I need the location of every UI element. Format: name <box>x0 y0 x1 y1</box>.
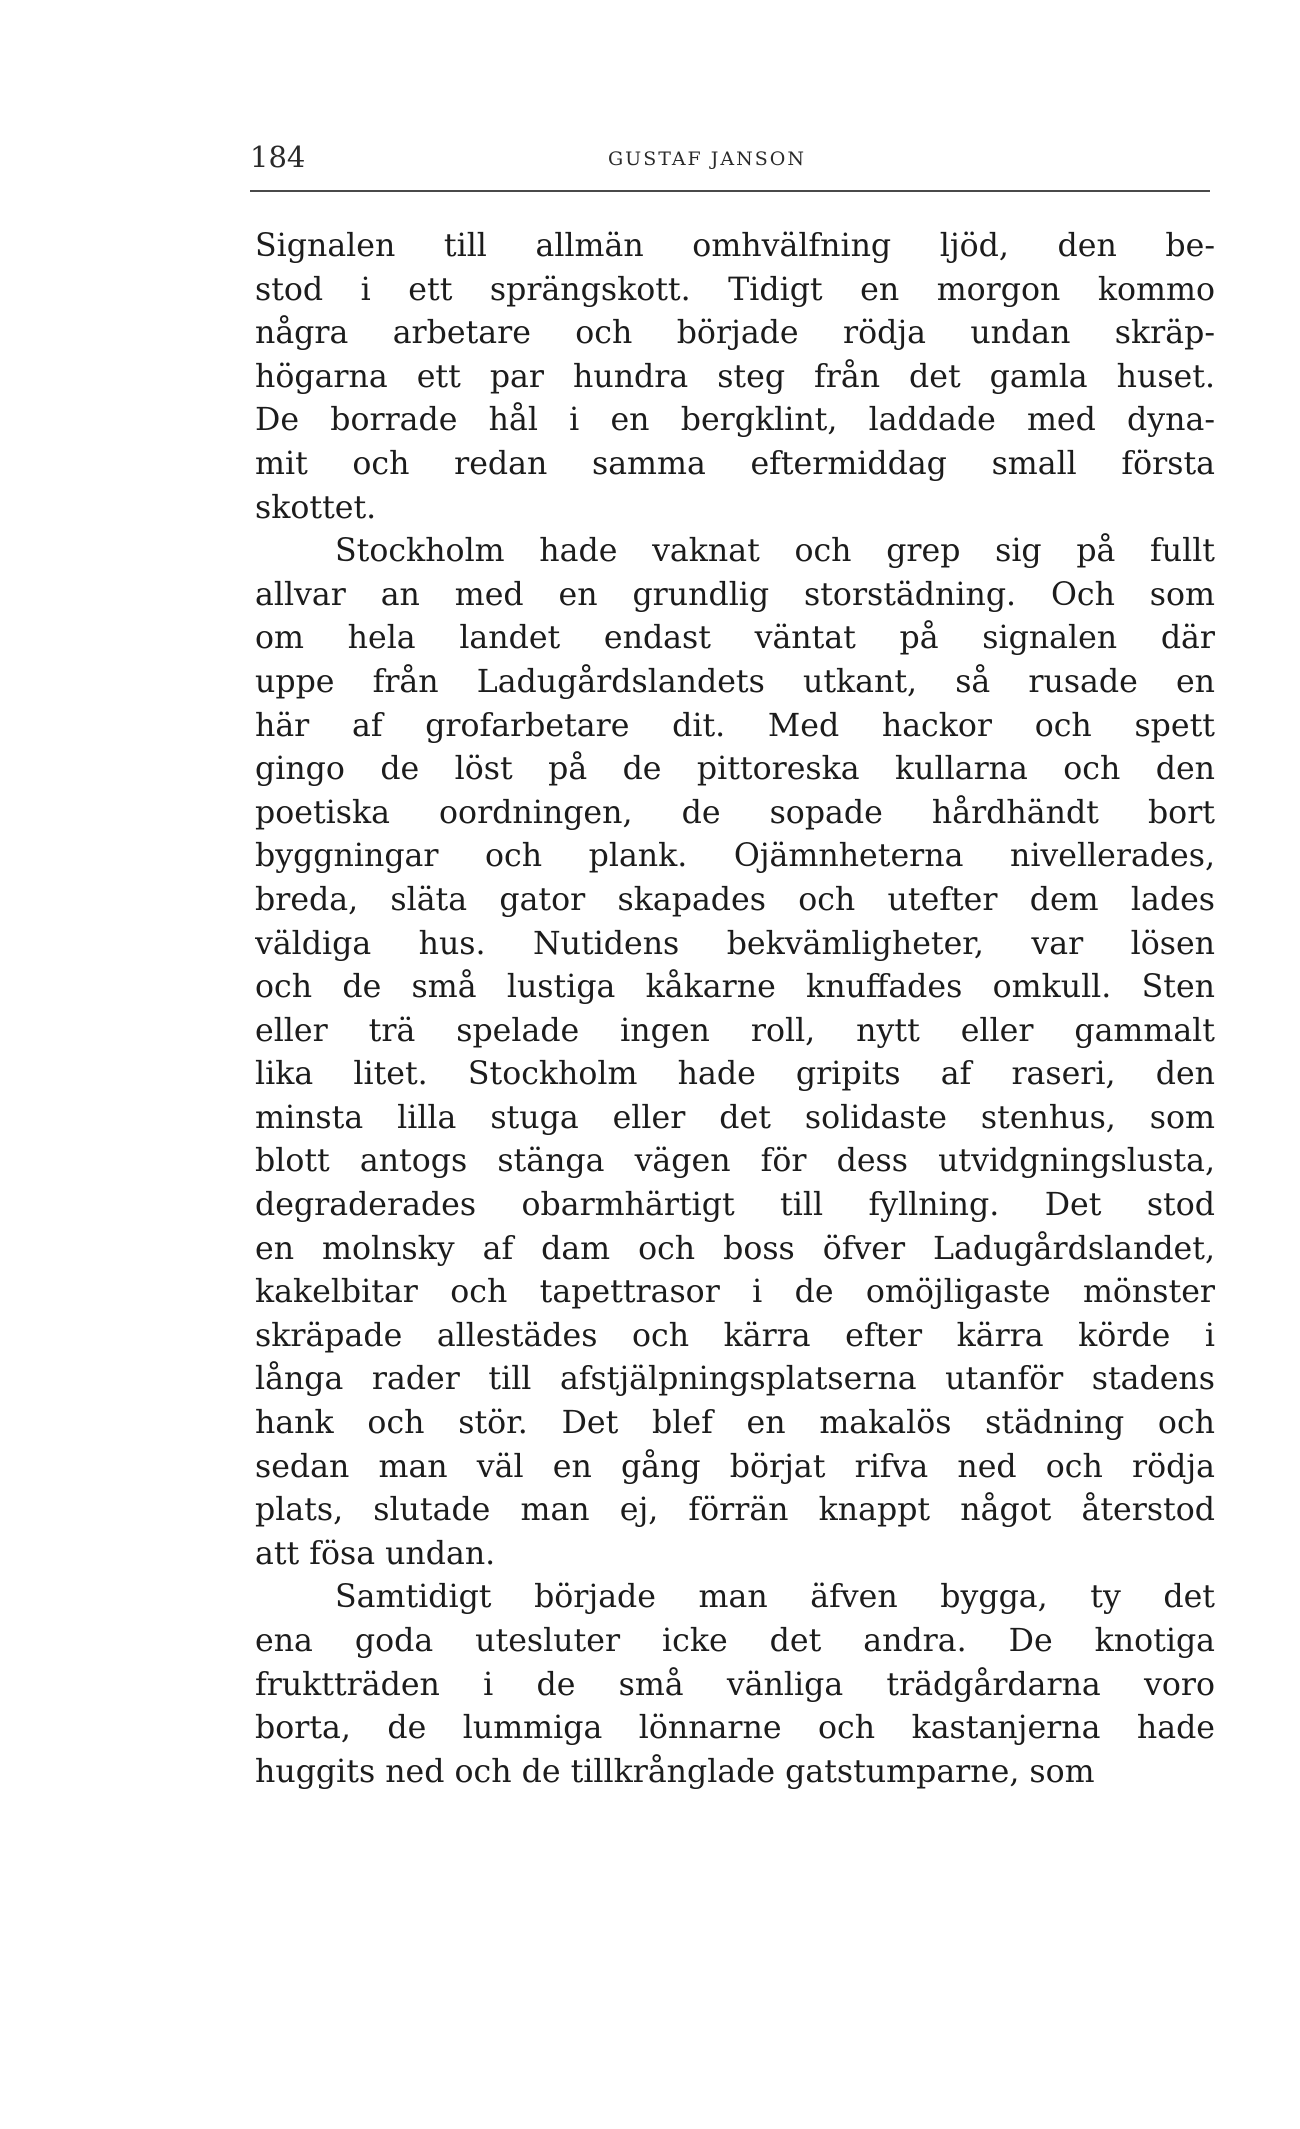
text-line: lika litet. Stockholm hade gripits af raseri, den <box>255 1056 1215 1093</box>
paragraph <box>255 530 1215 1576</box>
text-line: några arbetare och började rödja undan skräp- <box>255 315 1215 352</box>
text-line: kakelbitar och tapettrasor i de omöjligaste mönster <box>255 1274 1215 1311</box>
text-line: De borrade hål i en bergklint, laddade med dyna- <box>255 402 1215 439</box>
header-rule <box>250 190 1210 192</box>
paragraph <box>255 225 1215 530</box>
text-line: och de små lustiga kåkarne knuffades omkull. Sten <box>255 969 1215 1006</box>
text-line: uppe från Ladugårdslandets utkant, så rusade en <box>255 663 1215 700</box>
text-line: borta, de lummiga lönnarne och kastanjerna hade <box>255 1710 1215 1747</box>
paragraph <box>255 1576 1215 1794</box>
text-line: degraderades obarmhärtigt till fyllning. Det stod <box>255 1187 1215 1224</box>
text-line: om hela landet endast väntat på signalen där <box>255 620 1215 657</box>
text-line: allvar an med en grundlig storstädning. Och som <box>255 576 1215 613</box>
text-line: eller trä spelade ingen roll, nytt eller gammalt <box>255 1012 1215 1049</box>
text-line: ena goda utesluter icke det andra. De knotiga <box>255 1623 1215 1659</box>
text-line: högarna ett par hundra steg från det gamla huset. <box>255 358 1215 395</box>
text-line: hank och stör. Det blef en makalös städning och <box>255 1405 1215 1442</box>
text-line: långa rader till afstjälpningsplatserna utanför stadens <box>255 1361 1215 1398</box>
text-line: här af grofarbetare dit. Med hackor och spett <box>255 707 1215 744</box>
text-line: väldiga hus. Nutidens bekvämligheter, var lösen <box>255 925 1215 962</box>
body-text <box>255 225 1215 1794</box>
text-line: sedan man väl en gång börjat rifva ned och rödja <box>255 1448 1215 1485</box>
text-line: att fösa undan. <box>255 1535 496 1572</box>
text-line: minsta lilla stuga eller det solidaste stenhus, som <box>255 1099 1215 1136</box>
text-line: stod i ett sprängskott. Tidigt en morgon kommo <box>255 271 1215 308</box>
page-header <box>250 138 1210 178</box>
running-head: GUSTAF JANSON <box>608 148 806 170</box>
text-line: byggningar och plank. Ojämnheterna nivellerades, <box>255 838 1215 875</box>
text-line: Samtidigt började man äfven bygga, ty det <box>335 1579 1215 1616</box>
text-line: Stockholm hade vaknat och grep sig på fullt <box>335 533 1215 570</box>
text-line: skräpade allestädes och kärra efter kärra körde i <box>255 1317 1215 1354</box>
text-line: en molnsky af dam och boss öfver Ladugårdslandet, <box>255 1230 1215 1267</box>
text-line: plats, slutade man ej, förrän knappt något återstod <box>255 1492 1215 1529</box>
text-line: gingo de löst på de pittoreska kullarna och den <box>255 751 1215 788</box>
text-line: skottet. <box>255 489 377 526</box>
text-line: fruktträden i de små vänliga trädgårdarna voro <box>255 1666 1215 1703</box>
text-line: poetiska oordningen, de sopade hårdhändt bort <box>255 794 1215 831</box>
text-line: blott antogs stänga vägen för dess utvidgningslusta, <box>255 1143 1215 1180</box>
text-line: Signalen till allmän omhvälfning ljöd, den be- <box>255 228 1215 264</box>
text-line: breda, släta gator skapades och utefter dem lades <box>255 881 1215 918</box>
page-number: 184 <box>250 140 306 174</box>
text-line: huggits ned och de tillkrånglade gatstumparne, som <box>255 1753 1095 1790</box>
text-line: mit och redan samma eftermiddag small första <box>255 445 1215 482</box>
